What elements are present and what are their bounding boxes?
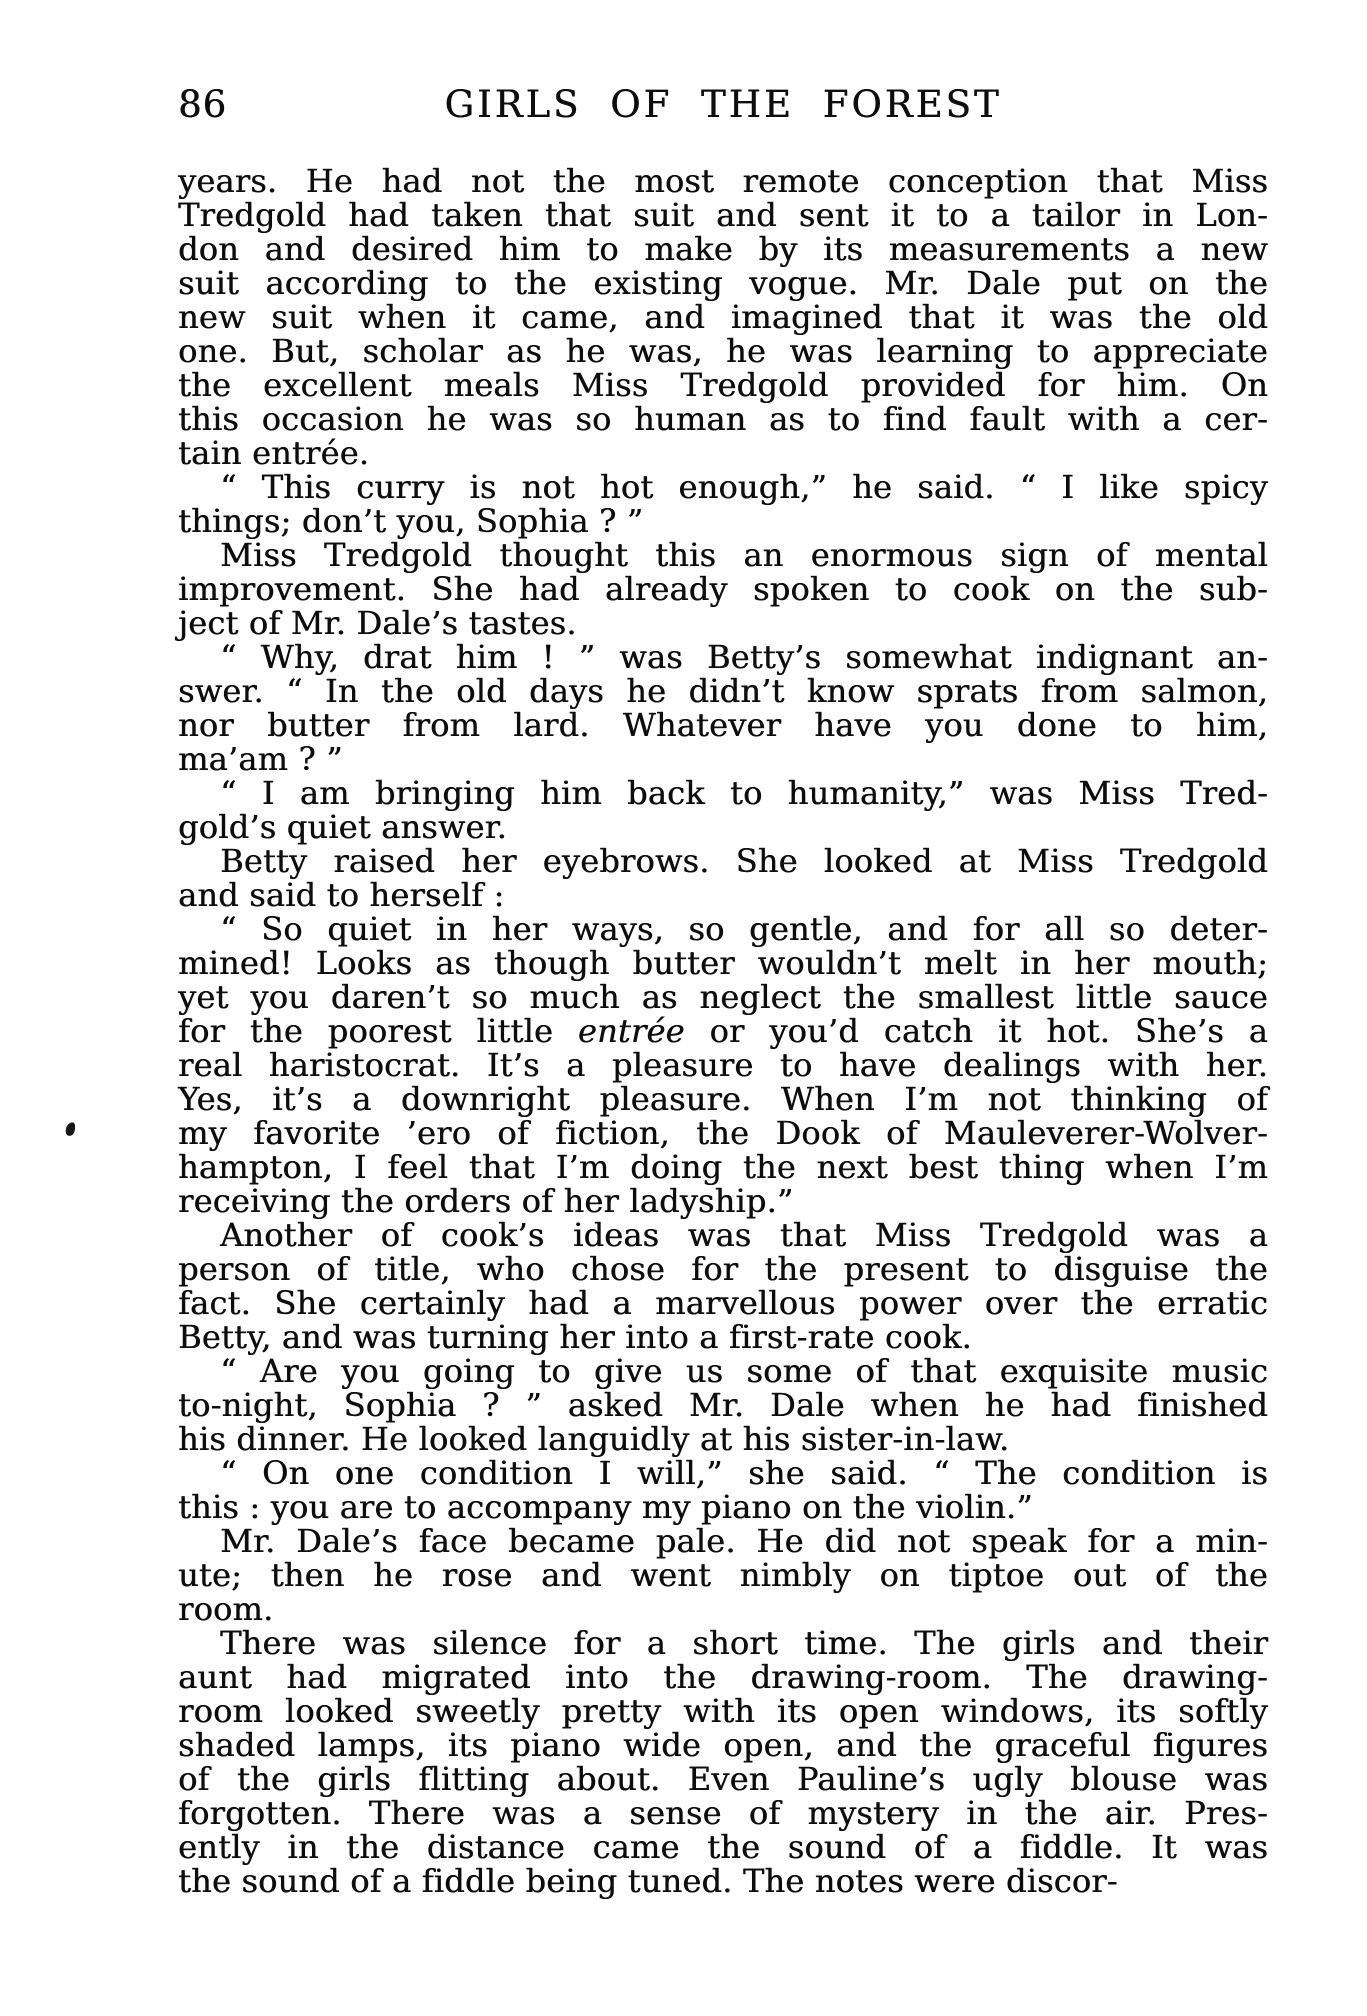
text-line: improvement. She had already spoken to cook on the sub-	[178, 570, 1268, 608]
text-line: one. But, scholar as he was, he was learning to appreciate	[178, 332, 1268, 370]
text-line: receiving the orders of her ladyship.”	[178, 1182, 794, 1220]
ink-speck-mark	[64, 1121, 76, 1137]
text-line: yet you daren’t so much as neglect the smallest little sauce	[178, 978, 1268, 1016]
text-line: don and desired him to make by its measurements a new	[178, 230, 1268, 268]
text-line: ma’am ? ”	[178, 740, 343, 778]
paragraph	[178, 470, 1268, 538]
text-line: room.	[178, 1590, 274, 1628]
text-line: “ So quiet in her ways, so gentle, and for all so deter-	[220, 910, 1268, 948]
paragraph	[178, 1354, 1268, 1456]
paragraph	[178, 1218, 1268, 1354]
text-line: gold’s quiet answer.	[178, 808, 507, 846]
text-line: room looked sweetly pretty with its open windows, its softly	[178, 1692, 1268, 1730]
paragraph	[178, 1524, 1268, 1626]
text-block	[178, 164, 1268, 1898]
text-line: forgotten. There was a sense of mystery in the air. Pres-	[178, 1794, 1268, 1832]
text-line: aunt had migrated into the drawing-room. The drawing-	[178, 1658, 1268, 1696]
text-line: the sound of a fiddle being tuned. The notes were discor-	[178, 1862, 1118, 1900]
text-line: “ Are you going to give us some of that exquisite music	[220, 1352, 1268, 1390]
paragraph	[178, 164, 1268, 470]
text-line: this occasion he was so human as to find fault with a cer-	[178, 400, 1268, 438]
text-line: ute; then he rose and went nimbly on tiptoe out of the	[178, 1556, 1268, 1594]
text-line: for the poorest little entrée or you’d catch it hot. She’s a	[178, 1012, 1268, 1050]
text-line: “ On one condition I will,” she said. “ The condition is	[220, 1454, 1268, 1492]
text-line: to-night, Sophia ? ” asked Mr. Dale when he had finished	[178, 1386, 1268, 1424]
text-line: “ This curry is not hot enough,” he said. “ I like spicy	[220, 468, 1268, 506]
text-line: “ Why, drat him ! ” was Betty’s somewhat indignant an-	[220, 638, 1268, 676]
italic-term: entrée	[577, 1012, 685, 1050]
paragraph	[178, 1456, 1268, 1524]
text-line: real haristocrat. It’s a pleasure to have dealings with her.	[178, 1046, 1268, 1084]
text-line: ently in the distance came the sound of a fiddle. It was	[178, 1828, 1268, 1866]
text-line: years. He had not the most remote conception that Miss	[178, 162, 1268, 200]
text-line: ject of Mr. Dale’s tastes.	[178, 604, 577, 642]
text-line: my favorite ’ero of fiction, the Dook of Mauleverer-Wolver-	[178, 1114, 1268, 1152]
paragraph	[178, 776, 1268, 844]
paragraph	[178, 538, 1268, 640]
text-line: and said to herself :	[178, 876, 505, 914]
text-line: tain entrée.	[178, 434, 370, 472]
text-line: Betty raised her eyebrows. She looked at Miss Tredgold	[220, 842, 1268, 880]
text-line: There was silence for a short time. The girls and their	[220, 1624, 1268, 1662]
text-line: hampton, I feel that I’m doing the next best thing when I’m	[178, 1148, 1268, 1186]
text-line: suit according to the existing vogue. Mr. Dale put on the	[178, 264, 1268, 302]
text-line: new suit when it came, and imagined that it was the old	[178, 298, 1268, 336]
text-line: this : you are to accompany my piano on the violin.”	[178, 1488, 1033, 1526]
text-line: things; don’t you, Sophia ? ”	[178, 502, 644, 540]
text-line: nor butter from lard. Whatever have you done to him,	[178, 706, 1268, 744]
text-line: swer. “ In the old days he didn’t know sprats from salmon,	[178, 672, 1268, 710]
text-line: shaded lamps, its piano wide open, and the graceful figures	[178, 1726, 1268, 1764]
text-line: his dinner. He looked languidly at his sister-in-law.	[178, 1420, 1010, 1458]
text-line: Tredgold had taken that suit and sent it to a tailor in Lon-	[178, 196, 1268, 234]
text-line: Betty, and was turning her into a first-rate cook.	[178, 1318, 972, 1356]
text-line: mined! Looks as though butter wouldn’t melt in her mouth;	[178, 944, 1268, 982]
text-line: Yes, it’s a downright pleasure. When I’m not thinking of	[178, 1080, 1268, 1118]
text-line: “ I am bringing him back to humanity,” was Miss Tred-	[220, 774, 1268, 812]
paragraph	[178, 912, 1268, 1218]
paragraph	[178, 640, 1268, 776]
text-line: Another of cook’s ideas was that Miss Tredgold was a	[220, 1216, 1268, 1254]
text-line: fact. She certainly had a marvellous power over the erratic	[178, 1284, 1268, 1322]
running-title: GIRLS OF THE FOREST	[444, 83, 1002, 126]
text-line: of the girls flitting about. Even Pauline’s ugly blouse was	[178, 1760, 1268, 1798]
text-line: the excellent meals Miss Tredgold provided for him. On	[178, 366, 1268, 404]
page-header	[178, 85, 1268, 127]
text-line: Mr. Dale’s face became pale. He did not speak for a min-	[220, 1522, 1268, 1560]
paragraph	[178, 1626, 1268, 1898]
page-number: 86	[178, 83, 228, 126]
text-line: person of title, who chose for the present to disguise the	[178, 1250, 1268, 1288]
text-line: Miss Tredgold thought this an enormous sign of mental	[220, 536, 1268, 574]
paragraph	[178, 844, 1268, 912]
